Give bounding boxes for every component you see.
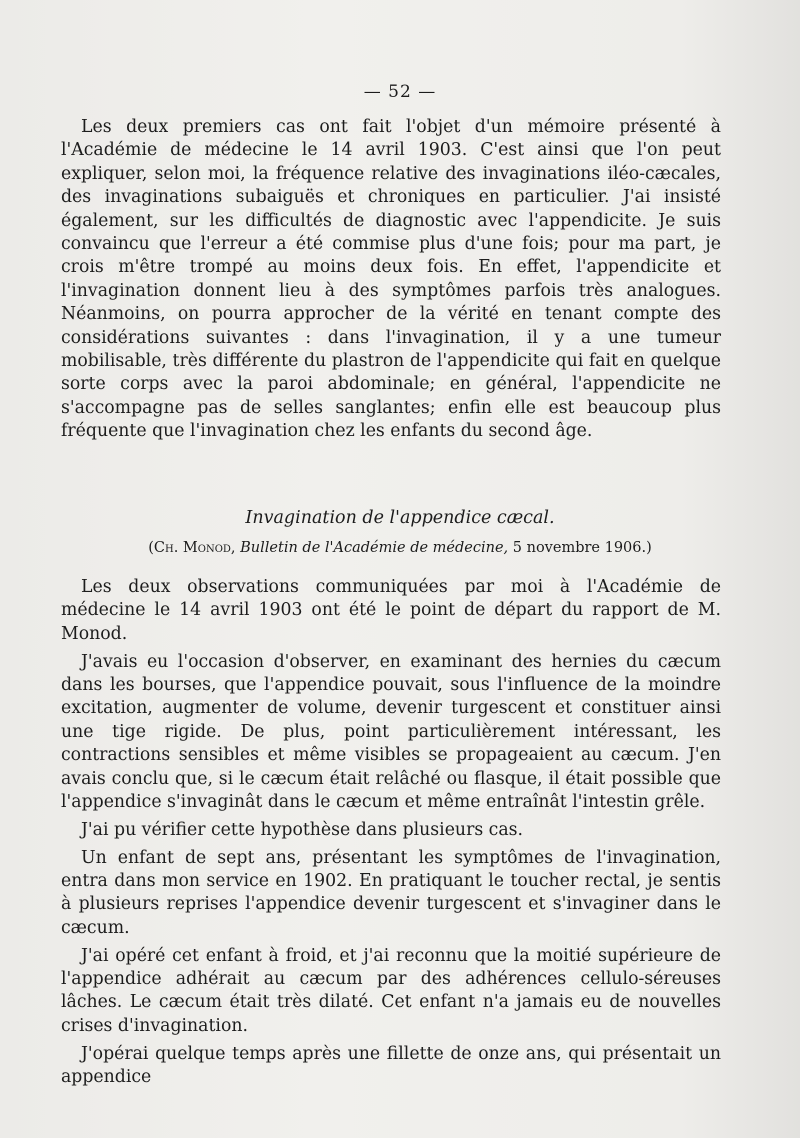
body-paragraph: J'avais eu l'occasion d'observer, en examinant des hernies du cæcum dans les bourses, que l'appendice pouvait, sous l'influence de la moindre excitation, augmenter de volume, devenir turgescent et constituer ainsi une tige rigide. De plus, point particulièrement intéressant, les contractions sensibles et même visibles se propageaient au cæcum. J'en avais conclu que, si le cæcum était relâché ou flasque, il était possible que l'appendice s'invaginât dans le cæcum et même entraînât l'intestin grêle. [61, 651, 721, 813]
page-number: — 52 — [363, 82, 437, 102]
body-paragraph: J'ai opéré cet enfant à froid, et j'ai reconnu que la moitié supérieure de l'appendice adhérait au cæcum par des adhérences cellulo-séreuses lâches. Le cæcum était très dilaté. Cet enfant n'a jamais eu de nouvelles crises d'invagination. [61, 945, 721, 1036]
body-paragraph: Un enfant de sept ans, présentant les symptômes de l'invagination, entra dans mon service en 1902. En pratiquant le toucher rectal, je sentis à plusieurs reprises l'appendice devenir turgescent et s'invaginer dans le cæcum. [61, 847, 721, 938]
body-paragraph: Les deux observations communiquées par moi à l'Académie de médecine le 14 avril 1903 ont été le point de départ du rapport de M. Monod. [61, 577, 721, 644]
citation-close: ) [646, 540, 652, 556]
citation-open: ( [148, 540, 154, 556]
section-citation [0, 540, 800, 556]
section-title: Invagination de l'appendice cæcal. [245, 508, 555, 528]
citation-date: 5 novembre 1906. [512, 540, 647, 556]
section-body [61, 576, 721, 1094]
body-paragraph: J'ai pu vérifier cette hypothèse dans plusieurs cas. [81, 819, 524, 840]
citation-author: Ch. Monod, [153, 540, 236, 556]
citation-journal: Bulletin de l'Académie de médecine, [240, 540, 509, 556]
body-paragraph: J'opérai quelque temps après une fillette de onze ans, qui présentait un appendice [61, 1043, 721, 1088]
intro-block [61, 116, 721, 444]
intro-paragraph: Les deux premiers cas ont fait l'objet d'un mémoire présenté à l'Académie de médecine le 14 avril 1903. C'est ainsi que l'on peut expliquer, selon moi, la fréquence relative des invaginations iléo-cæcales, des invaginations subaiguës et chroniques en particulier. J'ai insisté également, sur les difficultés de diagnostic avec l'appendicite. Je suis convaincu que l'erreur a été commise plus d'une fois; pour ma part, je crois m'être trompé au moins deux fois. En effet, l'appendicite et l'invagination donnent lieu à des symptômes parfois très analogues. Néanmoins, on pourra approcher de la vérité en tenant compte des considérations suivantes : dans l'invagination, il y a une tumeur mobilisable, très différente du plastron de l'appendicite qui fait en quelque sorte corps avec la paroi abdominale; en général, l'appendicite ne s'accompagne pas de selles sanglantes; enfin elle est beaucoup plus fréquente que l'invagination chez les enfants du second âge. [61, 117, 721, 442]
